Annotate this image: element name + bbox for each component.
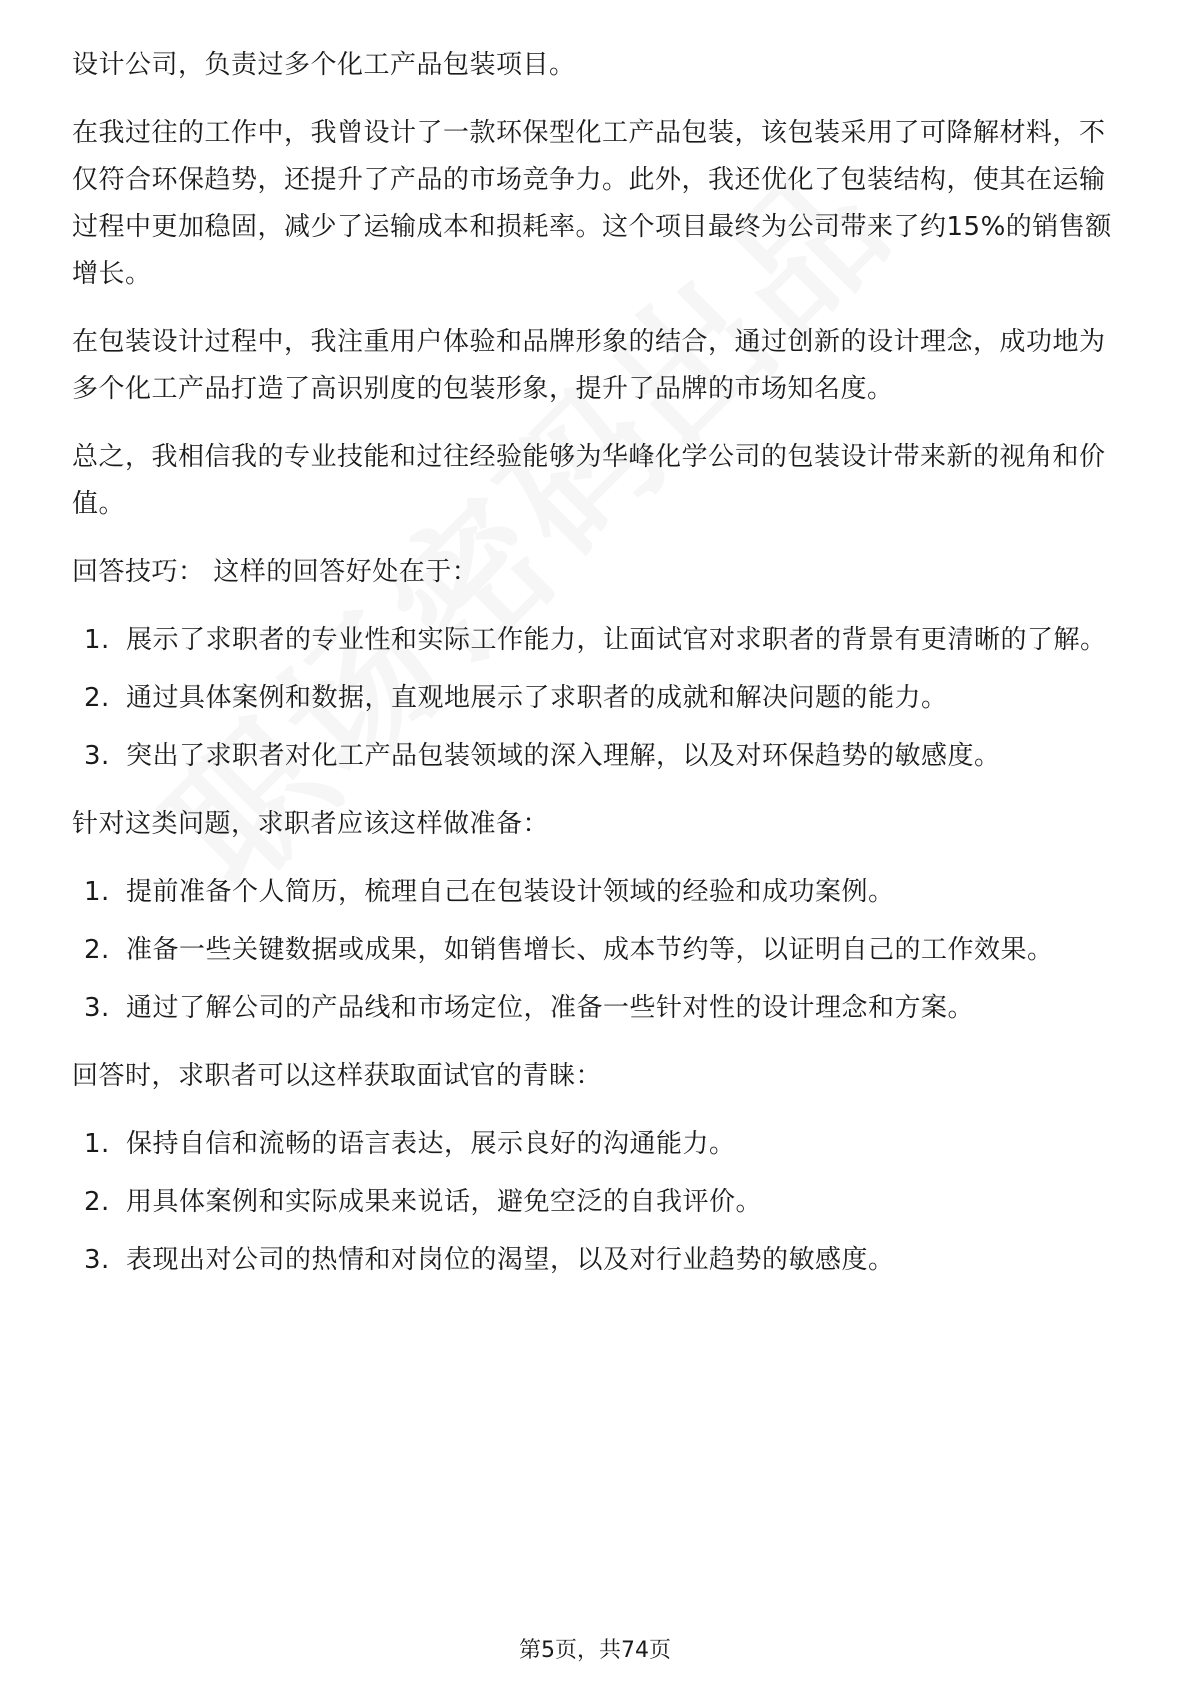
- list-item: [72, 927, 1122, 974]
- impress-heading: 回答时，求职者可以这样获取面试官的青睐：: [72, 1061, 603, 1091]
- tips-heading: 回答技巧： 这样的回答好处在于：: [72, 557, 479, 587]
- list-number: 1.: [84, 625, 110, 655]
- page-number: 第5页，共74页: [519, 1638, 671, 1663]
- list-item: [72, 617, 1122, 664]
- list-item-text: 准备一些关键数据或成果，如销售增长、成本节约等，以证明自己的工作效果。: [126, 935, 1054, 965]
- list-number: 2.: [84, 683, 110, 713]
- list-item-text: 通过了解公司的产品线和市场定位，准备一些针对性的设计理念和方案。: [126, 993, 975, 1023]
- list-number: 3.: [84, 993, 110, 1023]
- list-number: 1.: [84, 1129, 110, 1159]
- paragraph-intro: 设计公司，负责过多个化工产品包装项目。: [72, 50, 576, 80]
- list-item: [72, 675, 1122, 722]
- list-item: [72, 1121, 1122, 1168]
- list-item: [72, 1179, 1122, 1226]
- tips-list: [72, 617, 1122, 780]
- list-item-text: 保持自信和流畅的语言表达，展示良好的沟通能力。: [126, 1129, 736, 1159]
- list-item: [72, 985, 1122, 1032]
- list-number: 2.: [84, 935, 110, 965]
- list-number: 2.: [84, 1187, 110, 1217]
- list-number: 3.: [84, 1245, 110, 1275]
- list-item: [72, 1237, 1122, 1284]
- list-item-text: 展示了求职者的专业性和实际工作能力，让面试官对求职者的背景有更清晰的了解。: [126, 625, 1107, 655]
- list-item-text: 表现出对公司的热情和对岗位的渴望，以及对行业趋势的敏感度。: [126, 1245, 895, 1275]
- list-item: [72, 869, 1122, 916]
- prepare-heading: 针对这类问题，求职者应该这样做准备：: [72, 809, 550, 839]
- list-item-text: 提前准备个人简历，梳理自己在包装设计领域的经验和成功案例。: [126, 877, 895, 907]
- paragraph-project: 在我过往的工作中，我曾设计了一款环保型化工产品包装，该包装采用了可降解材料，不仅符合环保趋势，还提升了产品的市场竞争力。此外，我还优化了包装结构，使其在运输过程中更加稳固，减少了运输成本和损耗率。这个项目最终为公司带来了约15%的销售额增长。: [72, 118, 1112, 289]
- list-number: 3.: [84, 741, 110, 771]
- list-item: [72, 733, 1122, 780]
- impress-list: [72, 1121, 1122, 1284]
- paragraph-conclusion: 总之，我相信我的专业技能和过往经验能够为华峰化学公司的包装设计带来新的视角和价值。: [72, 442, 1106, 519]
- list-item-text: 突出了求职者对化工产品包装领域的深入理解，以及对环保趋势的敏感度。: [126, 741, 1001, 771]
- list-item-text: 通过具体案例和数据，直观地展示了求职者的成就和解决问题的能力。: [126, 683, 948, 713]
- list-number: 1.: [84, 877, 110, 907]
- document-body: [72, 42, 1122, 1305]
- paragraph-design: 在包装设计过程中，我注重用户体验和品牌形象的结合，通过创新的设计理念，成功地为多个化工产品打造了高识别度的包装形象，提升了品牌的市场知名度。: [72, 327, 1106, 404]
- list-item-text: 用具体案例和实际成果来说话，避免空泛的自我评价。: [126, 1187, 763, 1217]
- prepare-list: [72, 869, 1122, 1032]
